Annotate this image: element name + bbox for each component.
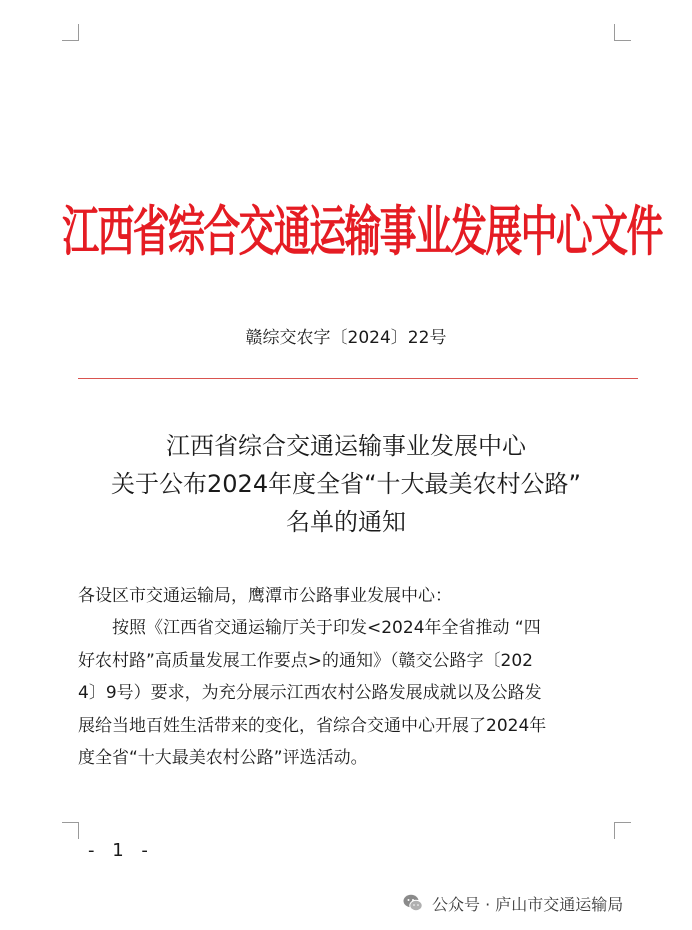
document-header: 江西省综合交通运输事业发展中心文件 (62, 199, 662, 264)
crop-mark-bottom-left (62, 822, 79, 839)
header-divider (78, 378, 638, 379)
crop-mark-top-left (62, 24, 79, 41)
body-paragraph (78, 612, 638, 775)
title-line: 名单的通知 (286, 508, 406, 536)
page-number: - 1 - (88, 840, 154, 861)
body-line: 好农村路”高质量发展工作要点>的通知》（赣交公路字〔202 (78, 650, 533, 671)
watermark-text: 公众号 · 庐山市交通运输局 (432, 894, 624, 914)
crop-mark-top-right (614, 24, 631, 41)
wechat-icon (402, 892, 424, 914)
body-line: 按照《江西省交通运输厅关于印发<2024年全省推动 “四 (78, 618, 541, 638)
body-line: 展给当地百姓生活带来的变化，省综合交通中心开展了2024年 (78, 715, 547, 736)
document-number: 赣综交农字〔2024〕22号 (245, 328, 447, 348)
document-title (0, 427, 692, 541)
title-line: 江西省综合交通运输事业发展中心 (166, 432, 526, 460)
salutation: 各设区市交通运输局，鹰潭市公路事业发展中心： (78, 586, 452, 606)
body-line: 度全省“十大最美农村公路”评选活动。 (78, 748, 368, 768)
body-line: 4〕9号）要求，为充分展示江西农村公路发展成就以及公路发 (78, 683, 542, 703)
crop-mark-bottom-right (614, 822, 631, 839)
title-line: 关于公布2024年度全省“十大最美农村公路” (111, 470, 581, 498)
watermark (402, 890, 623, 916)
